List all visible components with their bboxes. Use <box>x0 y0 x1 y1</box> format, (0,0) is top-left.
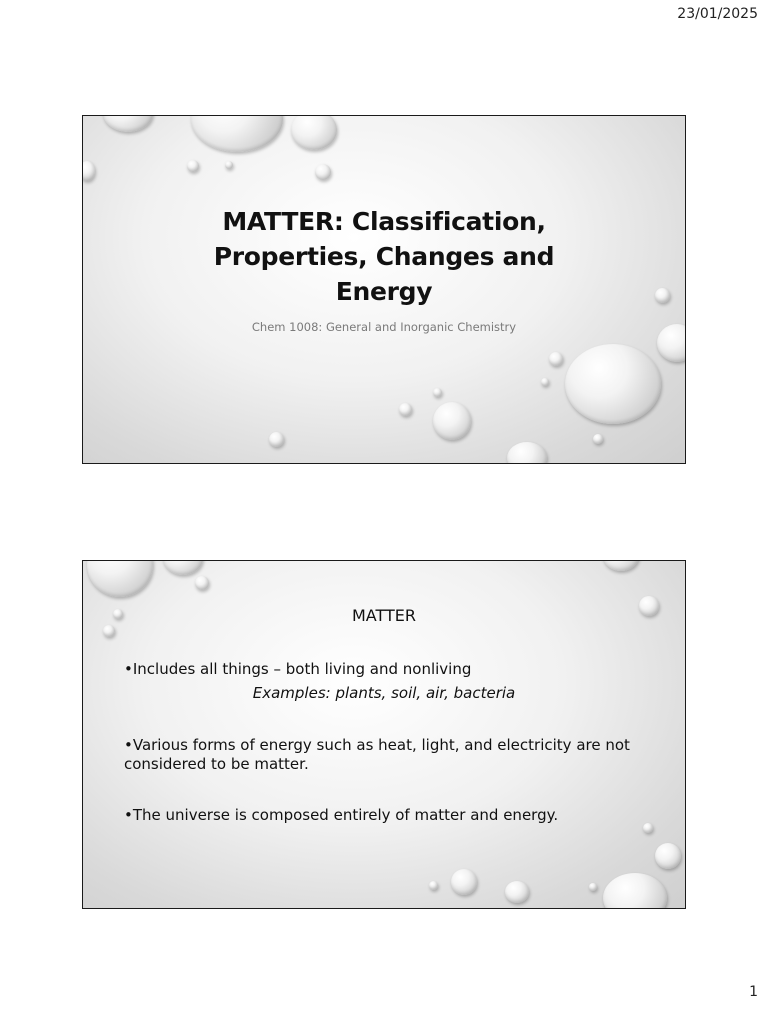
water-droplet <box>269 432 284 447</box>
water-droplet <box>549 352 563 366</box>
title-line: MATTER: Classification, <box>222 207 546 236</box>
water-droplet <box>82 161 95 181</box>
water-droplet <box>603 560 639 571</box>
bullet-item: •The universe is composed entirely of matter and energy. <box>124 806 559 824</box>
water-droplet <box>87 560 153 597</box>
water-droplet <box>433 388 442 397</box>
water-droplet <box>655 843 681 869</box>
slide-title <box>82 115 686 464</box>
bullet-item: •Various forms of energy such as heat, light, and electricity are not considered to be matter. <box>124 736 630 773</box>
water-droplet <box>451 869 477 895</box>
water-droplet <box>505 881 529 903</box>
water-droplet <box>315 164 331 180</box>
water-droplet <box>429 881 438 890</box>
water-droplet <box>291 115 337 150</box>
slide-subtitle: Chem 1008: General and Inorganic Chemistry <box>251 320 517 334</box>
water-droplet <box>433 402 471 440</box>
slide-matter <box>82 560 686 909</box>
water-droplet <box>195 576 209 590</box>
water-droplet <box>187 160 199 172</box>
bullet-item: •Includes all things – both living and nonliving <box>124 660 472 678</box>
water-droplet <box>593 434 603 444</box>
water-droplet <box>399 403 412 416</box>
water-droplet <box>225 161 233 169</box>
water-droplet <box>103 115 153 132</box>
water-droplet <box>541 378 549 386</box>
water-droplet <box>191 115 283 152</box>
water-droplet <box>643 823 653 833</box>
water-droplet <box>565 344 661 424</box>
water-droplet <box>103 625 115 637</box>
water-droplet <box>163 560 203 575</box>
page-date: 23/01/2025 <box>677 6 758 22</box>
water-droplet <box>507 442 547 464</box>
page-number: 1 <box>749 984 758 1000</box>
title-line: Energy <box>335 277 433 306</box>
slide-heading: MATTER <box>352 606 416 625</box>
water-droplet <box>589 883 597 891</box>
water-droplet <box>603 873 667 909</box>
examples-text: Examples: plants, soil, air, bacteria <box>252 684 516 702</box>
title-line: Properties, Changes and <box>213 242 555 271</box>
slide-title-text <box>83 204 685 309</box>
